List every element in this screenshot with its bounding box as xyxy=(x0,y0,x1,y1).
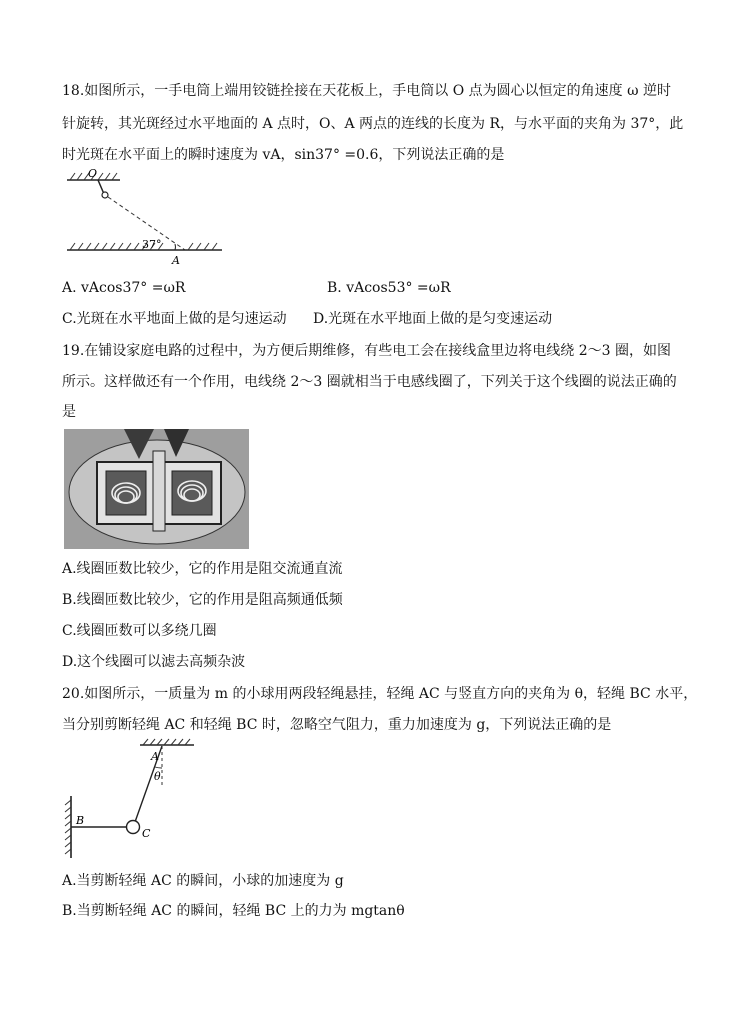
q19-stem-line-3: 是 xyxy=(62,404,76,420)
q19-option-b: B.线圈匝数比较少，它的作用是阻高频通低频 xyxy=(62,592,343,608)
ceiling-hatch xyxy=(143,739,190,745)
label-c: C xyxy=(142,827,151,840)
label-theta: θ xyxy=(154,770,161,783)
q19-stem-line-2: 所示。这样做还有一个作用，电线绕 2～3 圈就相当于电感线圈了，下列关于这个线圈的说法正确的 xyxy=(62,374,677,390)
ball-c xyxy=(127,821,140,834)
q19-option-d: D.这个线圈可以滤去高频杂波 xyxy=(62,654,246,670)
q19-stem-line-1: 19.在铺设家庭电路的过程中，为方便后期维修，有些电工会在接线盒里边将电线绕 2～3 圈，如图 xyxy=(62,343,671,359)
q18-option-c: C.光斑在水平地面上做的是匀速运动 xyxy=(62,311,287,327)
q20-option-b: B.当剪断轻绳 AC 的瞬间，轻绳 BC 上的力为 mgtanθ xyxy=(62,903,405,919)
label-a: A xyxy=(172,254,180,267)
q18-stem-line-1: 18.如图所示，一手电筒上端用铰链拴接在天花板上，手电筒以 O 点为圆心以恒定的角速度 ω 逆时 xyxy=(62,83,671,99)
flashlight-body xyxy=(98,180,104,194)
flashlight-head xyxy=(102,192,108,198)
q19-option-a: A.线圈匝数比较少，它的作用是阻交流通直流 xyxy=(62,561,343,577)
theta-arc xyxy=(155,767,162,768)
q20-stem-line-2: 当分别剪断轻绳 AC 和轻绳 BC 时，忽略空气阻力，重力加速度为 g，下列说法正确的是 xyxy=(62,717,612,733)
q18-option-d: D.光斑在水平地面上做的是匀变速运动 xyxy=(313,311,553,327)
q20-stem-line-1: 20.如图所示，一质量为 m 的小球用两段轻绳悬挂，轻绳 AC 与竖直方向的夹角为 θ，轻绳 BC 水平， xyxy=(62,686,698,702)
q18-stem-line-2: 针旋转，其光斑经过水平地面的 A 点时，O、A 两点的连线的长度为 R，与水平面的夹角为 37°，此 xyxy=(62,116,684,132)
label-o: O xyxy=(88,168,98,180)
q19-photo-junction-box-coil xyxy=(64,429,249,549)
q20-figure-hanging-ball xyxy=(62,738,202,863)
label-a: A xyxy=(151,750,159,763)
wall-hatch xyxy=(65,800,71,854)
q20-option-a: A.当剪断轻绳 AC 的瞬间，小球的加速度为 g xyxy=(62,873,344,889)
label-angle: 37° xyxy=(142,238,162,251)
q18-option-b: B. vAcos53° =ωR xyxy=(327,280,451,296)
box-divider xyxy=(153,451,165,531)
q18-figure-flashlight xyxy=(62,168,232,268)
q18-option-a: A. vAcos37° =ωR xyxy=(62,280,186,296)
q18-stem-line-3: 时光斑在水平面上的瞬时速度为 vA，sin37° =0.6，下列说法正确的是 xyxy=(62,147,505,163)
label-b: B xyxy=(76,814,85,827)
q19-option-c: C.线圈匝数可以多绕几圈 xyxy=(62,623,217,639)
